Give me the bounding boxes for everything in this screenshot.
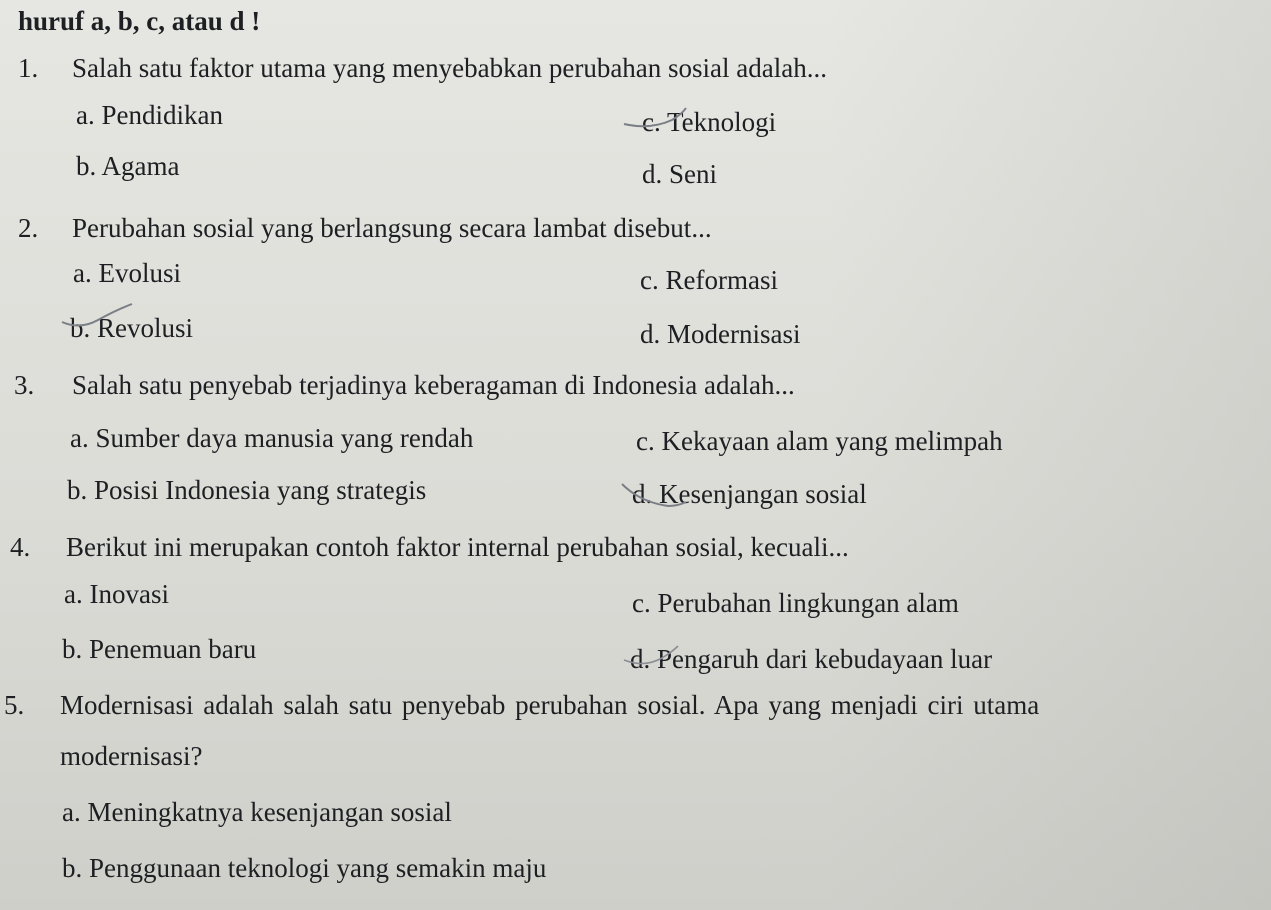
question-5-number: 5. — [4, 690, 25, 720]
question-5-text-line1: Modernisasi adalah salah satu penyebab perubahan sosial. Apa yang menjadi ciri utama — [60, 690, 1040, 720]
question-5-option-b[interactable]: b. Penggunaan teknologi yang semakin maju — [62, 853, 547, 883]
question-3-text: Salah satu penyebab terjadinya keberagaman di Indonesia adalah... — [72, 370, 795, 400]
question-2-option-a[interactable]: a. Evolusi — [73, 258, 181, 288]
question-1-option-d[interactable]: d. Seni — [642, 159, 718, 189]
question-3-number: 3. — [14, 370, 35, 400]
question-1-number: 1. — [18, 53, 39, 83]
question-4-option-a[interactable]: a. Inovasi — [64, 579, 169, 609]
question-3-option-d[interactable]: d. Kesenjangan sosial — [632, 479, 867, 509]
question-5-text-line2: modernisasi? — [60, 741, 203, 771]
question-1-text: Salah satu faktor utama yang menyebabkan perubahan sosial adalah... — [72, 53, 827, 83]
question-1-option-b[interactable]: b. Agama — [76, 151, 180, 181]
question-4-option-b[interactable]: b. Penemuan baru — [62, 634, 257, 664]
question-3-option-c[interactable]: c. Kekayaan alam yang melimpah — [636, 426, 1003, 456]
question-4-number: 4. — [10, 532, 31, 562]
question-2-option-b[interactable]: b. Revolusi — [70, 313, 194, 343]
question-4-option-d[interactable]: d. Pengaruh dari kebudayaan luar — [630, 644, 993, 674]
question-3-option-b[interactable]: b. Posisi Indonesia yang strategis — [67, 475, 427, 505]
question-4-option-c[interactable]: c. Perubahan lingkungan alam — [632, 588, 959, 618]
instruction-header: huruf a, b, c, atau d ! — [18, 6, 261, 36]
question-4-text: Berikut ini merupakan contoh faktor internal perubahan sosial, kecuali... — [66, 532, 849, 562]
question-5-option-a[interactable]: a. Meningkatnya kesenjangan sosial — [62, 797, 452, 827]
question-2-option-c[interactable]: c. Reformasi — [640, 265, 778, 295]
question-1-option-c[interactable]: c. Teknologi — [642, 107, 777, 137]
question-2-number: 2. — [18, 213, 39, 243]
question-1-option-a[interactable]: a. Pendidikan — [76, 100, 223, 130]
question-3-option-a[interactable]: a. Sumber daya manusia yang rendah — [70, 423, 474, 453]
question-2-option-d[interactable]: d. Modernisasi — [640, 319, 801, 349]
question-2-text: Perubahan sosial yang berlangsung secara lambat disebut... — [72, 213, 712, 243]
